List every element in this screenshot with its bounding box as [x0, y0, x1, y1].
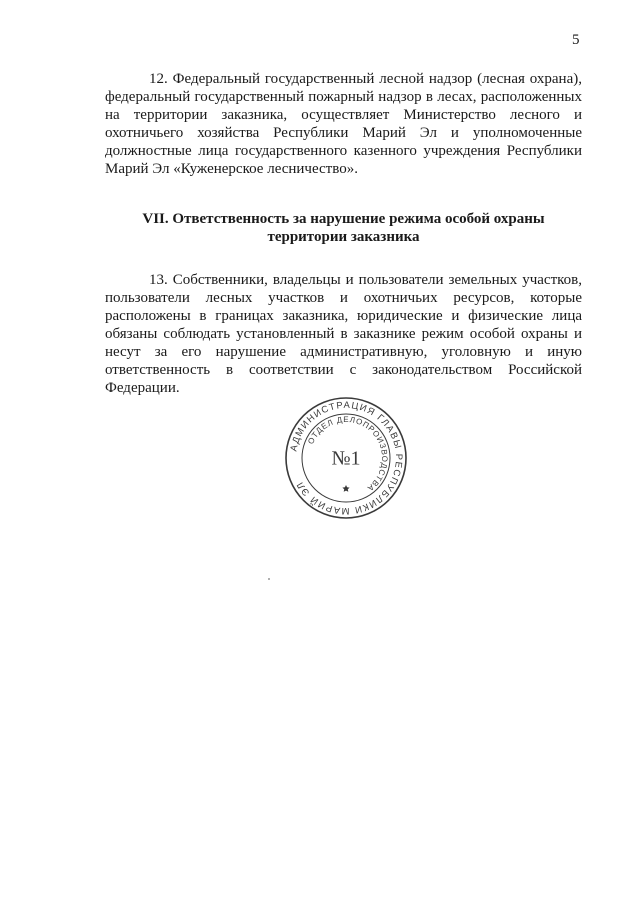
- official-seal-stamp: [284, 396, 408, 520]
- section-heading-line-2: территории заказника: [267, 229, 420, 245]
- seal-inner-text: ОТДЕЛ ДЕЛОПРОИЗВОДСТВА: [306, 414, 390, 494]
- seal-number: №1: [331, 447, 361, 470]
- scan-speck: [268, 578, 270, 580]
- document-body: [105, 70, 582, 397]
- seal-outer-text: АДМИНИСТРАЦИЯ ГЛАВЫ РЕСПУБЛИКИ МАРИЙ ЭЛ: [287, 398, 406, 518]
- seal-star-icon: [342, 485, 349, 492]
- section-heading-line-1: VII. Ответственность за нарушение режима особой охраны: [142, 211, 545, 227]
- section-heading: [105, 210, 582, 246]
- page-number: 5: [572, 32, 580, 48]
- paragraph-12: 12. Федеральный государственный лесной надзор (лесная охрана), федеральный государственный пожарный надзор в лесах, расположенных на территории заказника, осуществляет Министерство лесного и охотничьего хозяйства Республики Марий Эл и уполномоченные должностные лица государственного казенного учреждения Республики Марий Эл «Куженерское лесничество».: [105, 71, 582, 177]
- paragraph-13: 13. Собственники, владельцы и пользователи земельных участков, пользователи лесных участков и охотничьих ресурсов, которые расположены в границах заказника, юридические и физические лица обязаны соблюдать установленный в заказнике режим особой охраны и несут за его нарушение административную, уголовную и иную ответственность в соответствии с законодательством Российской Федерации.: [105, 272, 582, 396]
